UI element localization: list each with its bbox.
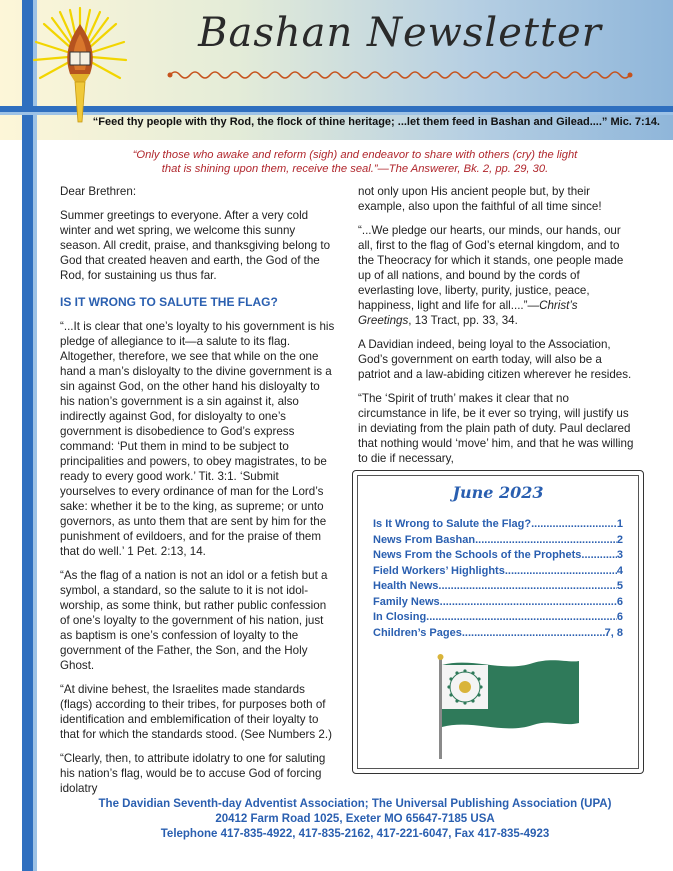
pledge-source: Christ’s Greetings bbox=[358, 299, 578, 327]
pledge-paragraph bbox=[358, 223, 634, 328]
article-paragraph: “Clearly, then, to attribute idolatry to one for saluting his nation’s flag, would be to accuse God of forcing idolatry bbox=[60, 752, 326, 795]
toc-item-page: 1 bbox=[616, 518, 623, 530]
toc-item[interactable] bbox=[373, 517, 623, 533]
toc-item-label: News From Bashan bbox=[373, 533, 476, 546]
toc-item[interactable] bbox=[373, 610, 623, 626]
toc-item-page: 2 bbox=[616, 533, 623, 546]
toc-leader bbox=[531, 517, 617, 533]
article-paragraph: not only upon His ancient people but, by their example, also upon the faithful of all time since! bbox=[358, 185, 602, 213]
davidian-flag-icon bbox=[433, 653, 583, 761]
article-paragraph: A Davidian indeed, being loyal to the Association, God’s government on earth today, will also be a patriot and a law-abiding citizen wherever he resides. bbox=[358, 338, 632, 381]
greeting-paragraph: Summer greetings to everyone. After a very cold winter and wet spring, we welcome this sunny season. All credit, praise, and thanksgiving belong to God that created heaven and earth, the God of the Rod, for sustaining us thus far. bbox=[60, 209, 331, 282]
toc-item-page: 3 bbox=[616, 549, 623, 561]
scripture-verse: “Feed thy people with thy Rod, the flock of thine heritage; ...let them feed in Bashan and Gilead....” Mic. 7:14. bbox=[92, 116, 660, 128]
toc-title: June 2023 bbox=[452, 483, 544, 502]
toc-item-page: 6 bbox=[616, 595, 623, 608]
toc-item-label: Is It Wrong to Salute the Flag? bbox=[373, 518, 532, 530]
left-light-bar bbox=[33, 0, 37, 871]
quote-line-2: that is shining upon them, receive the seal.”— bbox=[161, 163, 389, 175]
toc-item-page: 4 bbox=[616, 564, 623, 577]
toc-list bbox=[373, 517, 623, 641]
toc-item-page: 5 bbox=[616, 580, 623, 592]
toc-item-label: Children’s Pages bbox=[373, 626, 462, 639]
toc-item[interactable] bbox=[373, 533, 623, 549]
toc-leader bbox=[581, 548, 616, 564]
toc-leader bbox=[438, 579, 616, 595]
article-paragraph: “At divine behest, the Israelites made standards (flags) according to their tribes, for purposes both of identification and emblemification of their loyalty to that for which the standards stood. (See Numbers 2.) bbox=[60, 683, 332, 741]
footer-address: 20412 Farm Road 1025, Exeter MO 65647-7185 USA bbox=[215, 813, 495, 825]
quote-source: The Answerer bbox=[388, 163, 458, 175]
toc-item-label: Health News bbox=[373, 580, 439, 592]
toc-item-label: Family News bbox=[373, 595, 440, 608]
right-column bbox=[358, 184, 634, 475]
toc-leader bbox=[462, 626, 605, 642]
toc-leader bbox=[440, 595, 617, 611]
footer-organization: The Davidian Seventh-day Adventist Association; The Universal Publishing Association (UPA) bbox=[98, 798, 612, 810]
salutation: Dear Brethren: bbox=[60, 185, 137, 198]
article-paragraph: “As the flag of a nation is not an idol or a fetish but a symbol, a standard, so the salute to it is not idol-worship, as some think, but rather public confession of one’s loyalty to the government of his nation, just as baptism is one’s confession of loyalty to the government of the Father, the Son, and the Holy Ghost. bbox=[60, 569, 328, 672]
answerer-quote bbox=[60, 148, 650, 176]
toc-item-page: 7, 8 bbox=[604, 626, 623, 639]
toc-item[interactable] bbox=[373, 595, 623, 611]
article-heading: IS IT WRONG TO SALUTE THE FLAG? bbox=[60, 295, 278, 309]
toc-item[interactable] bbox=[373, 564, 623, 580]
footer-contact bbox=[60, 797, 650, 842]
toc-item[interactable] bbox=[373, 548, 623, 564]
pledge-ref: , 13 Tract, pp. 33, 34. bbox=[408, 314, 518, 327]
toc-item[interactable] bbox=[373, 626, 623, 642]
toc-item-page: 6 bbox=[616, 611, 623, 623]
quote-line-1: “Only those who awake and reform (sigh) and endeavor to share with others (cry) the light bbox=[132, 149, 578, 161]
toc-item-label: Field Workers’ Highlights bbox=[373, 564, 505, 577]
table-of-contents bbox=[352, 470, 644, 774]
ornamental-divider bbox=[165, 68, 635, 82]
quote-ref: , Bk. 2, pp. 29, 30. bbox=[457, 163, 549, 175]
pledge-text: “...We pledge our hearts, our minds, our hands, our all, first to the flag of God’s eternal kingdom, and to the Theocracy for which it stands, one people made up of all nations, and bound by the cords of everlasting love, liberty, purity, justice, peace, happiness, light and life for all....”— bbox=[358, 224, 624, 312]
left-column bbox=[60, 184, 336, 805]
article-paragraph: “...It is clear that one’s loyalty to his government is his pledge of allegiance to it—a salute to its flag. Altogether, therefore, we see that while on the one hand a man’s disloyalty to the divine government is a sin against God, on the other hand his disloyalty to his nation’s government is a sin against it, also indirectly against God, for disloyalty to one’s government is disobedience to God’s express command: ‘Put them in mind to be subject to principalities and powers, to obey magistrates, to be ready to every good work.’ Tit. 3:1. ‘Submit yourselves to every ordinance of man for the Lord’s sake: whether it be to the king, as supreme; or unto governors, as unto them that are sent by him for the punishment of evildoers, and for the praise of them that do well.’ 1 Pet. 2:13, 14. bbox=[60, 320, 335, 558]
toc-leader bbox=[426, 610, 617, 626]
torch-with-bible-icon bbox=[30, 4, 130, 124]
toc-item-label: News From the Schools of the Prophets bbox=[373, 549, 582, 561]
toc-item[interactable] bbox=[373, 579, 623, 595]
toc-leader bbox=[475, 533, 617, 549]
toc-item-label: In Closing bbox=[373, 611, 427, 623]
toc-leader bbox=[505, 564, 617, 580]
footer-phone: Telephone 417-835-4922, 417-835-2162, 417-221-6047, Fax 417-835-4923 bbox=[160, 828, 550, 840]
newsletter-title: Bashan Newsletter bbox=[198, 10, 602, 56]
left-blue-bar bbox=[22, 0, 33, 871]
article-paragraph: “The ‘Spirit of truth’ makes it clear that no circumstance in life, be it ever so trying, will justify us in deviating from the plain path of duty. Paul declared that nothing would ‘move’ him, and that he was willing to die if necessary, bbox=[358, 392, 634, 465]
